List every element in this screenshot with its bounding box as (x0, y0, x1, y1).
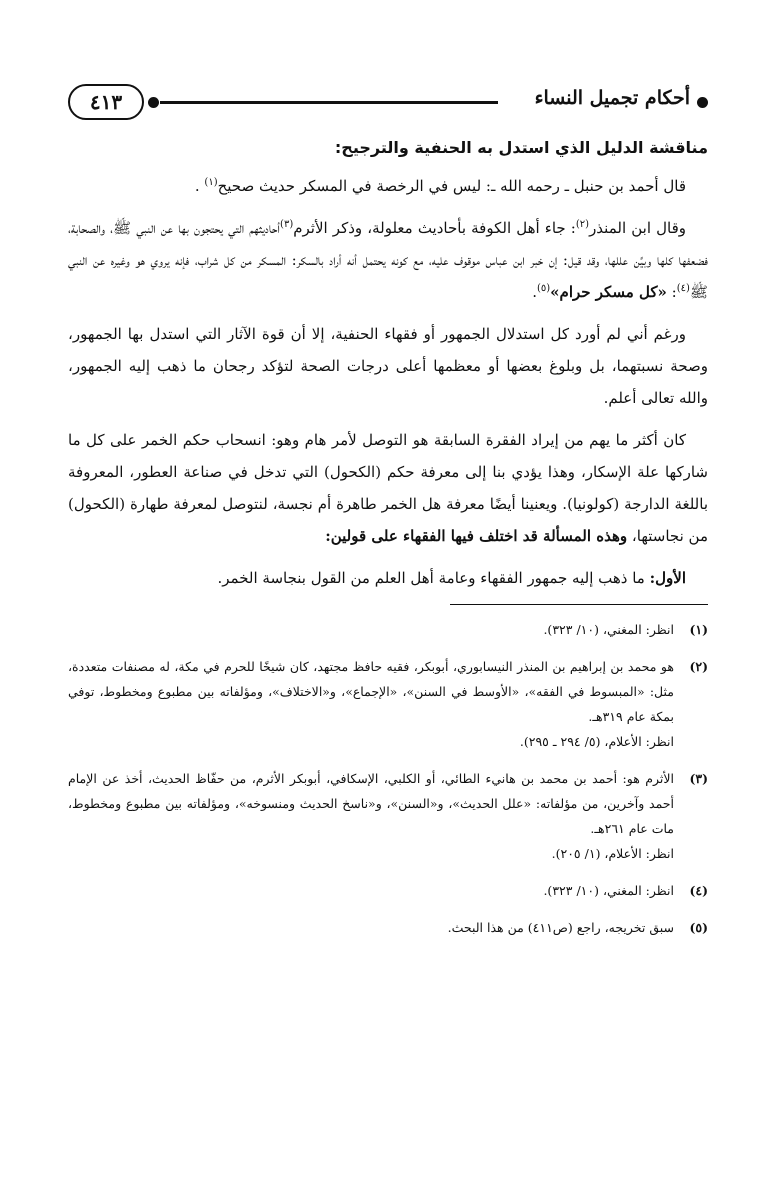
book-page (68, 84, 708, 952)
opinion-label: الأول: (649, 569, 686, 587)
footnote-number: (٣) (689, 771, 708, 786)
footnote (68, 766, 708, 866)
paragraph (68, 212, 708, 308)
footnote-line: سبق تخريجه، راجع (ص٤١١) من هذا البحث. (447, 920, 674, 935)
footnote-line: انظر: المغني، (١٠/ ٣٢٣). (543, 622, 674, 637)
footnote-line: انظر: المغني، (١٠/ ٣٢٣). (543, 883, 674, 898)
paragraph-text: كان أكثر ما يهم من إيراد الفقرة السابقة هو التوصل لأمر هام وهو: انسحاب حكم الخمر على كل ما شاركها علة الإسكار، وهذا يؤدي بنا إلى معرفة حكم (الكحول) التي تدخل في صناعة العطور، المعروفة باللغة الدارجة (كولونيا). ويعنينا أيضًا معرفة هل الخمر طاهرة أم نجسة، لنتوصل لمعرفة طهارة (الكحول) من نجاستها، (68, 431, 708, 545)
paragraph-text: أحاديثهم التي يحتجون بها عن النبي ﷺ، والصحابة، فضعفها كلها وبيَّن عللها، وقد قيل: إن خبر ابن عباس موقوف عليه، مع كونه يحتمل أنه أراد بالسكر: المسكر من كل شراب، فإنه يروي هو وغيره عن النبي ﷺ (68, 219, 708, 301)
footnote (68, 915, 708, 940)
paragraph-text: : جاء أهل الكوفة بأحاديث معلولة، وذكر الأثرم (293, 219, 576, 237)
footnote-ref: (٥) (536, 283, 551, 294)
paragraph (68, 562, 708, 594)
footnote (68, 654, 708, 754)
header-rule (160, 101, 498, 104)
footnote-line: انظر: الأعلام، (٥/ ٢٩٤ ـ ٢٩٥). (519, 734, 674, 749)
paragraph: ورغم أني لم أورد كل استدلال الجمهور أو فقهاء الحنفية، إلا أن قوة الآثار التي استدل بها الجمهور، وصحة نسبتهما، بل وبلوغ بعضها أو معظمها أعلى درجات الصحة لتؤكد رجحان ما ذهب إليه الجمهور، والله تعالى أعلم. (68, 325, 708, 407)
paragraph-end: . (532, 283, 537, 301)
footnote (68, 878, 708, 903)
bullet-icon (697, 97, 708, 108)
paragraph-text: ما ذهب إليه جمهور الفقهاء وعامة أهل العلم من القول بنجاسة الخمر. (217, 569, 650, 587)
footnote-number: (٥) (689, 920, 708, 935)
section-heading: مناقشة الدليل الذي استدل به الحنفية والترجيح: (334, 138, 708, 157)
paragraph-bold-text: وهذه المسألة قد اختلف فيها الفقهاء على قولين: (325, 527, 628, 545)
footnote-line: انظر: الأعلام، (١/ ٢٠٥). (551, 846, 674, 861)
footnote-body (68, 654, 674, 754)
footnote-line: الأثرم هو: أحمد بن محمد بن هانيء الطائي، أو الكلبي، الإسكافي، أبوبكر الأثرم، من حفّاظ الحديث، أخذ عن الإمام أحمد وآخرين، من مؤلفاته: «علل الحديث»، و«السنن»، و«ناسخ الحديث ومنسوخه»، ومؤلفاته بين مطبوع ومخطوط، مات عام ٢٦١هـ. (68, 771, 674, 836)
paragraph (68, 170, 708, 202)
footnote-number: (٤) (689, 883, 708, 898)
footnote-body (68, 766, 674, 866)
footnote-ref: (٤) (676, 283, 690, 294)
footnote-body (68, 915, 674, 940)
footnote (68, 617, 708, 642)
hadith-quote: «كل مسكر حرام» (550, 283, 667, 301)
footnote-ref: (٣) (280, 219, 294, 230)
footnote-number: (١) (689, 622, 708, 637)
footnote-body (68, 878, 674, 903)
footnote-separator (450, 604, 708, 605)
book-title: أحكام تجميل النساء (534, 87, 690, 109)
paragraph-text: قال أحمد بن حنبل ـ رحمه الله ـ: ليس في الرخصة في المسكر حديث صحيح (217, 177, 686, 195)
paragraph (68, 424, 708, 552)
page-number: ٤١٣ (68, 84, 144, 120)
footnotes (68, 617, 708, 940)
paragraph-text: : (666, 283, 677, 301)
footnote-line: هو محمد بن إبراهيم بن المنذر النيسابوري، أبوبكر، فقيه حافظ مجتهد، كان شيخًا للحرم في مكة، له مصنفات متعددة، مثل: «المبسوط في الفقه»، «الأوسط في السنن»، «الإجماع»، و«الاختلاف»، ومؤلفاته بين مطبوع ومخطوط، توفي بمكة عام ٣١٩هـ. (68, 659, 674, 724)
paragraph-end: . (194, 177, 205, 195)
footnote-body (68, 617, 674, 642)
footnote-number: (٢) (689, 659, 708, 674)
bullet-icon (148, 97, 159, 108)
paragraph-text: وقال ابن المنذر (589, 219, 687, 237)
footnote-ref: (٢) (575, 219, 590, 230)
footnote-ref: (١) (204, 177, 218, 188)
running-header (68, 84, 708, 124)
